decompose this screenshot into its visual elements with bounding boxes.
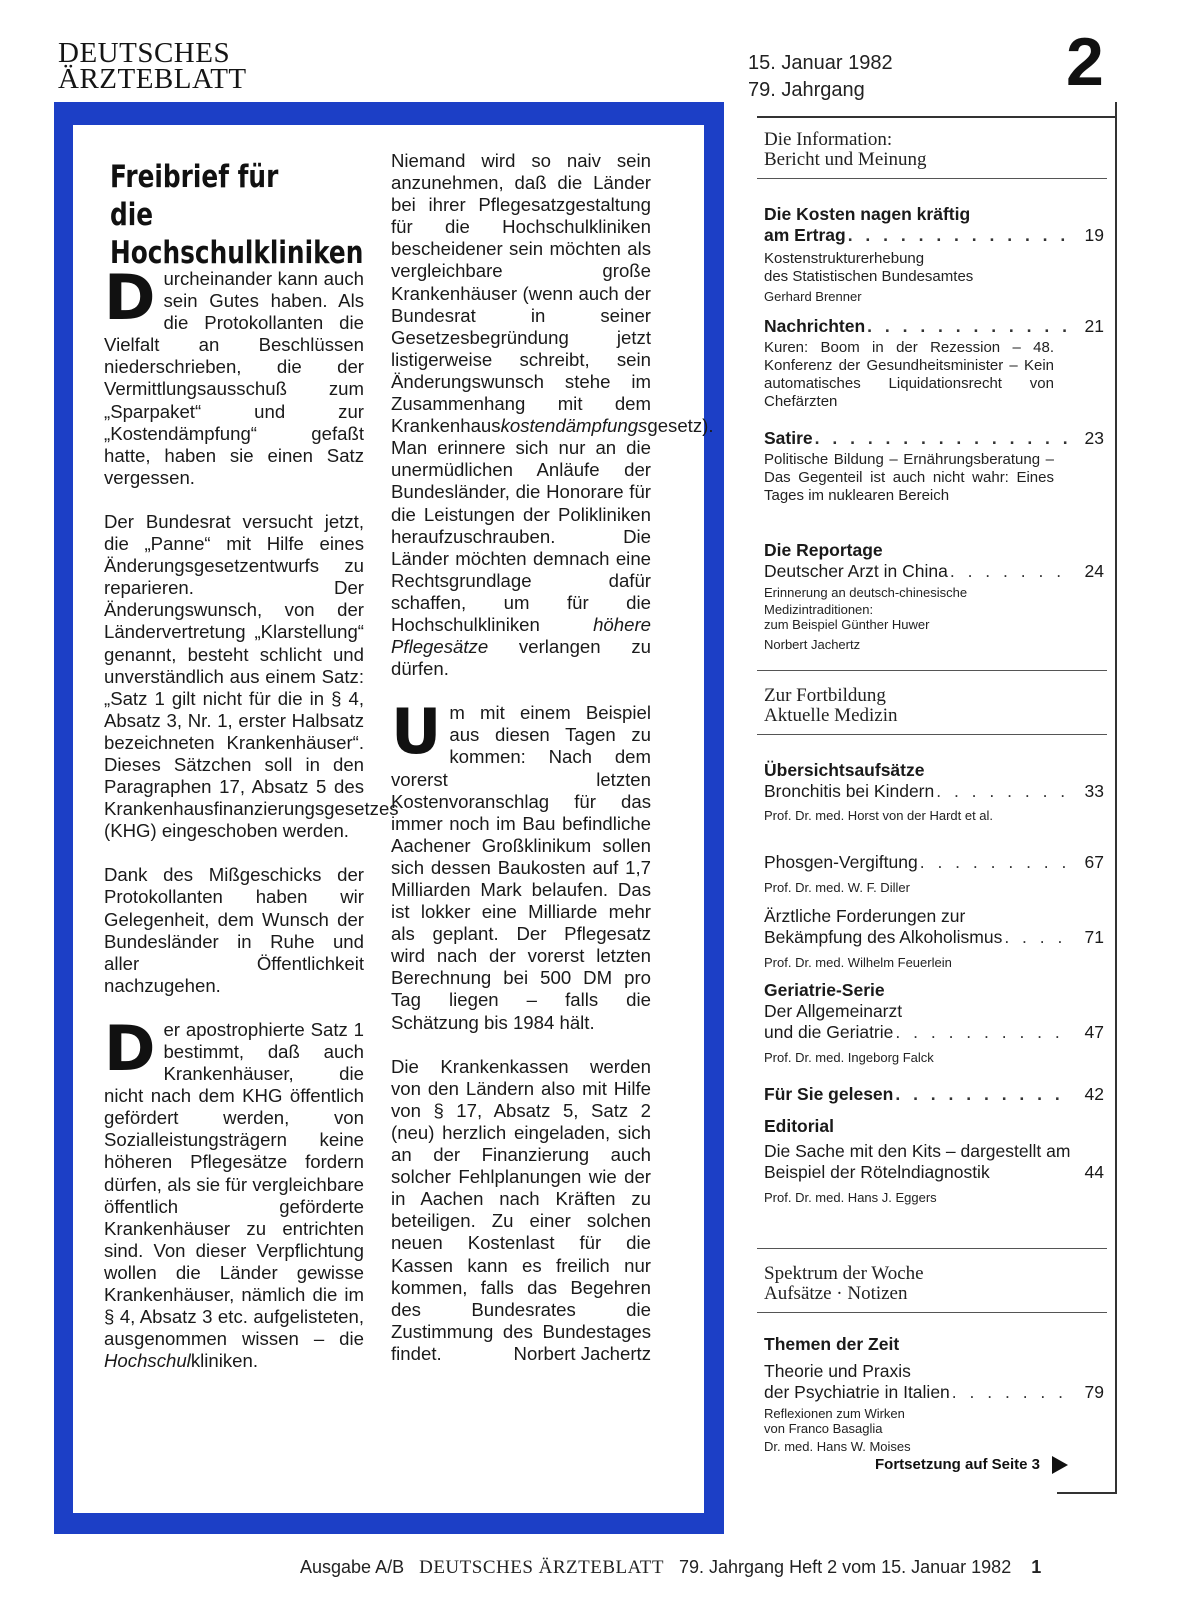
entry-row bbox=[764, 1022, 1104, 1043]
continued-link[interactable] bbox=[875, 1456, 1068, 1474]
leader-dots bbox=[936, 781, 1072, 802]
entry-author: Gerhard Brenner bbox=[764, 289, 862, 304]
page-number: 42 bbox=[1084, 1084, 1104, 1104]
toc-section-spektrum bbox=[764, 1264, 1104, 1304]
headline-line-1: Freibrief für die bbox=[110, 159, 279, 233]
entry-row bbox=[764, 316, 1104, 337]
toc-entry-gelesen[interactable] bbox=[764, 1084, 1104, 1105]
section-subtitle: Aufsätze · Notizen bbox=[764, 1283, 908, 1304]
paragraph-7 bbox=[391, 1056, 651, 1365]
entry-row bbox=[764, 561, 1104, 582]
toc-entry-alkoholismus[interactable] bbox=[764, 906, 1104, 972]
paragraph-6 bbox=[391, 695, 651, 1033]
entry-author: Dr. med. Hans W. Moises bbox=[764, 1439, 911, 1454]
page-number: 24 bbox=[1084, 561, 1104, 581]
entry-heading: Themen der Zeit bbox=[764, 1334, 900, 1354]
section-title: Spektrum der Woche bbox=[764, 1263, 924, 1284]
entry-row bbox=[764, 927, 1104, 948]
masthead-line-1: DEUTSCHES bbox=[58, 37, 231, 69]
entry-subtitle: des Statistischen Bundesamtes bbox=[764, 268, 974, 285]
entry-subtitle: Kuren: Boom in der Rezession – 48. Konferenz der Gesundheitsminister – Kein automatisches Liquidationsrecht von Chefärzten bbox=[764, 339, 1054, 410]
drop-cap: D bbox=[104, 1011, 156, 1085]
entry-title: am Ertrag bbox=[764, 225, 846, 245]
footer-issue-info: 79. Jahrgang Heft 2 vom 15. Januar 1982 bbox=[678, 1557, 1012, 1577]
paragraph-text: urcheinander kann auch sein Gutes haben. Als die Protokollanten die Vielfalt an Beschlüssen niederschrieben, die der Vermittlungsausschuß zum „Sparpaket“ und zur „Kostendämpfung“ gefaßt hatte, haben sie einen Satz vergessen. bbox=[104, 268, 364, 488]
drop-cap: D bbox=[104, 261, 156, 334]
emphasis: höhere Pflegesätze bbox=[391, 613, 651, 658]
entry-row bbox=[764, 428, 1104, 449]
masthead-line-2: ÄRZTEBLATT bbox=[58, 63, 247, 95]
entry-subtitle: Erinnerung an deutsch-chinesische bbox=[764, 585, 968, 600]
entry-row bbox=[764, 1141, 1104, 1183]
leader-dots bbox=[867, 316, 1072, 337]
article-author: Norbert Jachertz bbox=[513, 1342, 651, 1364]
toc-divider bbox=[757, 670, 1107, 671]
entry-title: Ärztliche Forderungen zur bbox=[764, 906, 966, 926]
leader-dots bbox=[848, 225, 1072, 246]
paragraph-text: Die Krankenkassen werden von den Ländern also mit Hilfe von § 17, Absatz 5, Satz 2 (neu) herzlich eingeladen, sich an der Finanzierung auch solcher Fehlplanungen wie der in Aachen nach Kräften zu beteiligen. Zu einer solchen neuen Kostenlast für die Kassen kann es freilich nur kommen, falls das Begehren des Bundesrates die Zustimmung des Bundestages findet. bbox=[391, 1055, 651, 1364]
entry-subtitle: Politische Bildung – Ernährungsberatung – Das Gegenteil ist auch nicht wahr: Eines Tages im nuklearen Bereich bbox=[764, 451, 1054, 504]
toc-entry-geriatrie[interactable] bbox=[764, 980, 1104, 1067]
entry-heading: Geriatrie-Serie bbox=[764, 980, 885, 1000]
toc-divider bbox=[757, 1248, 1107, 1249]
entry-subtitle: zum Beispiel Günther Huwer bbox=[764, 617, 930, 632]
entry-heading: Übersichtsaufsätze bbox=[764, 760, 925, 780]
entry-row bbox=[764, 1382, 1104, 1403]
toc-bottom-rule bbox=[1057, 1492, 1117, 1494]
leader-dots bbox=[815, 428, 1072, 449]
entry-subtitle: Kostenstrukturerhebung bbox=[764, 250, 925, 267]
entry-subtitle: von Franco Basaglia bbox=[764, 1421, 883, 1436]
leader-dots bbox=[950, 561, 1072, 582]
section-subtitle: Bericht und Meinung bbox=[764, 149, 927, 170]
volume-line: 79. Jahrgang bbox=[748, 79, 865, 101]
toc-right-rule bbox=[1115, 102, 1117, 1494]
entry-author: Norbert Jachertz bbox=[764, 637, 861, 652]
page-number: 79 bbox=[1084, 1382, 1104, 1402]
toc-entry-editorial[interactable] bbox=[764, 1116, 1104, 1207]
paragraph-text: m mit einem Beispiel aus diesen Tagen zu kommen: Nach dem vorerst letzten Kostenvoranschlag für das immer noch im Bau befindliche Aachener Großklinikum sollen sich dessen Baukosten auf 1,7 Milliarden Mark belaufen. Das ist lokker eine Milliarde mehr als geplant. Der Pflegesatz wird nach der vorerst letzten Berechnung bei 500 DM pro Tag liegen – falls die Schätzung bis 1984 hält. bbox=[391, 702, 651, 1033]
section-subtitle: Aktuelle Medizin bbox=[764, 705, 898, 726]
entry-subtitle: Medizintraditionen: bbox=[764, 602, 874, 617]
entry-row bbox=[764, 781, 1104, 802]
toc-entry-nachrichten[interactable] bbox=[764, 316, 1104, 411]
paragraph-text: Niemand wird so naiv sein anzunehmen, daß die Länder bei ihrer Pflegesatzgestaltung für die Hochschulkliniken bescheidener sein möchten als vergleichbare große Krankenhäuser (wenn auch der Bundesrat in seiner Gesetzesbegründung jetzt listigerweise schreibt, sein Änderungswunsch stehe im Zusammenhang mit dem Krankenhaus bbox=[391, 150, 651, 437]
entry-title: und die Geriatrie bbox=[764, 1022, 894, 1042]
entry-title: Die Kosten nagen kräftig bbox=[764, 204, 971, 224]
article-headline bbox=[110, 158, 364, 272]
footer-journal: DEUTSCHES ÄRZTEBLATT bbox=[419, 1557, 664, 1578]
entry-title: Nachrichten bbox=[764, 316, 866, 336]
toc-divider bbox=[757, 1312, 1107, 1313]
entry-author: Prof. Dr. med. Wilhelm Feuerlein bbox=[764, 955, 952, 970]
toc-entry-psychiatrie[interactable] bbox=[764, 1334, 1104, 1456]
page-footer bbox=[300, 1557, 1041, 1579]
entry-heading: Editorial bbox=[764, 1116, 835, 1136]
entry-title: der Psychiatrie in Italien bbox=[764, 1382, 950, 1402]
emphasis: kostendämpfungs bbox=[500, 415, 648, 437]
page-number: 21 bbox=[1084, 316, 1104, 336]
leader-dots bbox=[952, 1382, 1072, 1403]
emphasis: Hochschul bbox=[104, 1350, 191, 1372]
footer-edition: Ausgabe A/B bbox=[300, 1557, 405, 1577]
entry-author: Prof. Dr. med. Hans J. Eggers bbox=[764, 1190, 937, 1205]
entry-title: Die Sache mit den Kits – dargestellt am Beispiel der Rötelndiagnostik bbox=[764, 1141, 1071, 1182]
paragraph-4 bbox=[104, 1011, 364, 1373]
paragraph-2: Der Bundesrat versucht jetzt, die „Panne“ mit Hilfe eines Änderungsgesetzentwurfs zu reparieren. Der Änderungswunsch, von der Ländervertretung „Klarstellung“ genannt, besteht schlicht und unverständlich aus einem Satz: „Satz 1 gilt nicht für die in § 4, Absatz 3, Nr. 1, erster Halbsatz bezeichneten Krankenhäuser“. Dieses Sätzchen soll in den Paragraphen 17, Absatz 5 des Krankenhausfinanzierungsgesetzes (KHG) eingeschoben werden. bbox=[104, 510, 399, 842]
paragraph-5 bbox=[391, 150, 714, 680]
article-column-2 bbox=[391, 150, 714, 1365]
entry-title: Bronchitis bei Kindern bbox=[764, 781, 935, 801]
entry-row bbox=[764, 1084, 1104, 1105]
toc-divider bbox=[757, 734, 1107, 735]
article-column-1 bbox=[104, 261, 399, 1394]
paragraph-3: Dank des Mißgeschicks der Protokollanten haben wir Gelegenheit, dem Wunsch der Bundesländer in Ruhe und aller Öffentlichkeit nachzugehen. bbox=[104, 864, 364, 996]
toc-top-rule bbox=[757, 116, 1117, 118]
entry-title: Satire bbox=[764, 428, 813, 448]
entry-title: Theorie und Praxis bbox=[764, 1361, 911, 1381]
page-number: 23 bbox=[1084, 428, 1104, 448]
entry-row bbox=[764, 852, 1104, 873]
leader-dots bbox=[895, 1084, 1072, 1105]
toc-divider bbox=[757, 178, 1107, 179]
entry-row bbox=[764, 225, 1104, 246]
entry-author: Prof. Dr. med. W. F. Diller bbox=[764, 880, 910, 895]
paragraph-text: gesetz). Man erinnere sich nur an die unermüdlichen Anläufe der Bundesländer, die Honorare für die Leistungen der Polikliniken heraufzuschrauben. Die Länder möchten demnach eine Rechtsgrundlage dafür schaffen, um für die Hochschulkliniken bbox=[391, 415, 714, 635]
entry-title: Deutscher Arzt in China bbox=[764, 561, 948, 581]
footer-page-number: 1 bbox=[1031, 1557, 1042, 1577]
entry-title: Für Sie gelesen bbox=[764, 1084, 894, 1104]
toc-entry-reportage[interactable] bbox=[764, 540, 1104, 654]
paragraph-text: kliniken. bbox=[190, 1350, 259, 1372]
arrow-right-icon bbox=[1052, 1456, 1068, 1474]
toc-section-fortbildung bbox=[764, 686, 1104, 726]
paragraph-1 bbox=[104, 261, 364, 489]
toc-entry-phosgen[interactable] bbox=[764, 852, 1104, 897]
issue-date bbox=[748, 50, 893, 104]
page-number: 47 bbox=[1084, 1022, 1104, 1042]
entry-author: Prof. Dr. med. Ingeborg Falck bbox=[764, 1050, 934, 1065]
paragraph-text: verlangen zu dürfen. bbox=[391, 636, 651, 680]
toc-entry-bronchitis[interactable] bbox=[764, 760, 1104, 823]
leader-dots bbox=[920, 852, 1072, 873]
section-title: Die Information: bbox=[764, 129, 893, 150]
leader-dots bbox=[1004, 927, 1072, 948]
headline-line-2: Hochschulkliniken bbox=[110, 235, 364, 271]
paragraph-text: er apostrophierte Satz 1 bestimmt, daß auch Krankenhäuser, die nicht nach dem KHG öffentlich gefördert werden, von Sozialleistungsträgern keine höheren Pflegesätze fordern dürfen, als sie für vergleichbare öffentlich geförderte Krankenhäuser zu entrichten sind. Von dieser Verpflichtung wollen die Länder gewisse Krankenhäuser, nämlich die im § 4, Absatz 3 etc. aufgelisteten, ausgenommen wissen – die bbox=[104, 1018, 364, 1350]
page-number: 71 bbox=[1084, 927, 1104, 947]
date-line: 15. Januar 1982 bbox=[748, 52, 893, 74]
page-number: 67 bbox=[1084, 852, 1104, 872]
entry-heading: Die Reportage bbox=[764, 540, 883, 560]
page-number: 33 bbox=[1084, 781, 1104, 801]
masthead bbox=[58, 37, 247, 95]
toc-entry-kosten[interactable] bbox=[764, 204, 1104, 306]
leader-dots bbox=[895, 1022, 1072, 1043]
entry-title: Der Allgemeinarzt bbox=[764, 1001, 903, 1021]
page-number: 44 bbox=[1084, 1162, 1104, 1182]
entry-subtitle: Reflexionen zum Wirken bbox=[764, 1406, 905, 1421]
toc-entry-satire[interactable] bbox=[764, 428, 1104, 505]
entry-author: Prof. Dr. med. Horst von der Hardt et al. bbox=[764, 808, 994, 823]
continued-text: Fortsetzung auf Seite 3 bbox=[875, 1456, 1041, 1473]
entry-title: Phosgen-Vergiftung bbox=[764, 852, 918, 872]
page-number: 19 bbox=[1084, 225, 1104, 245]
issue-number: 2 bbox=[1066, 24, 1104, 100]
toc-section-information bbox=[764, 130, 1104, 170]
entry-title: Bekämpfung des Alkoholismus bbox=[764, 927, 1003, 947]
section-title: Zur Fortbildung bbox=[764, 685, 886, 706]
drop-cap: U bbox=[391, 695, 442, 769]
